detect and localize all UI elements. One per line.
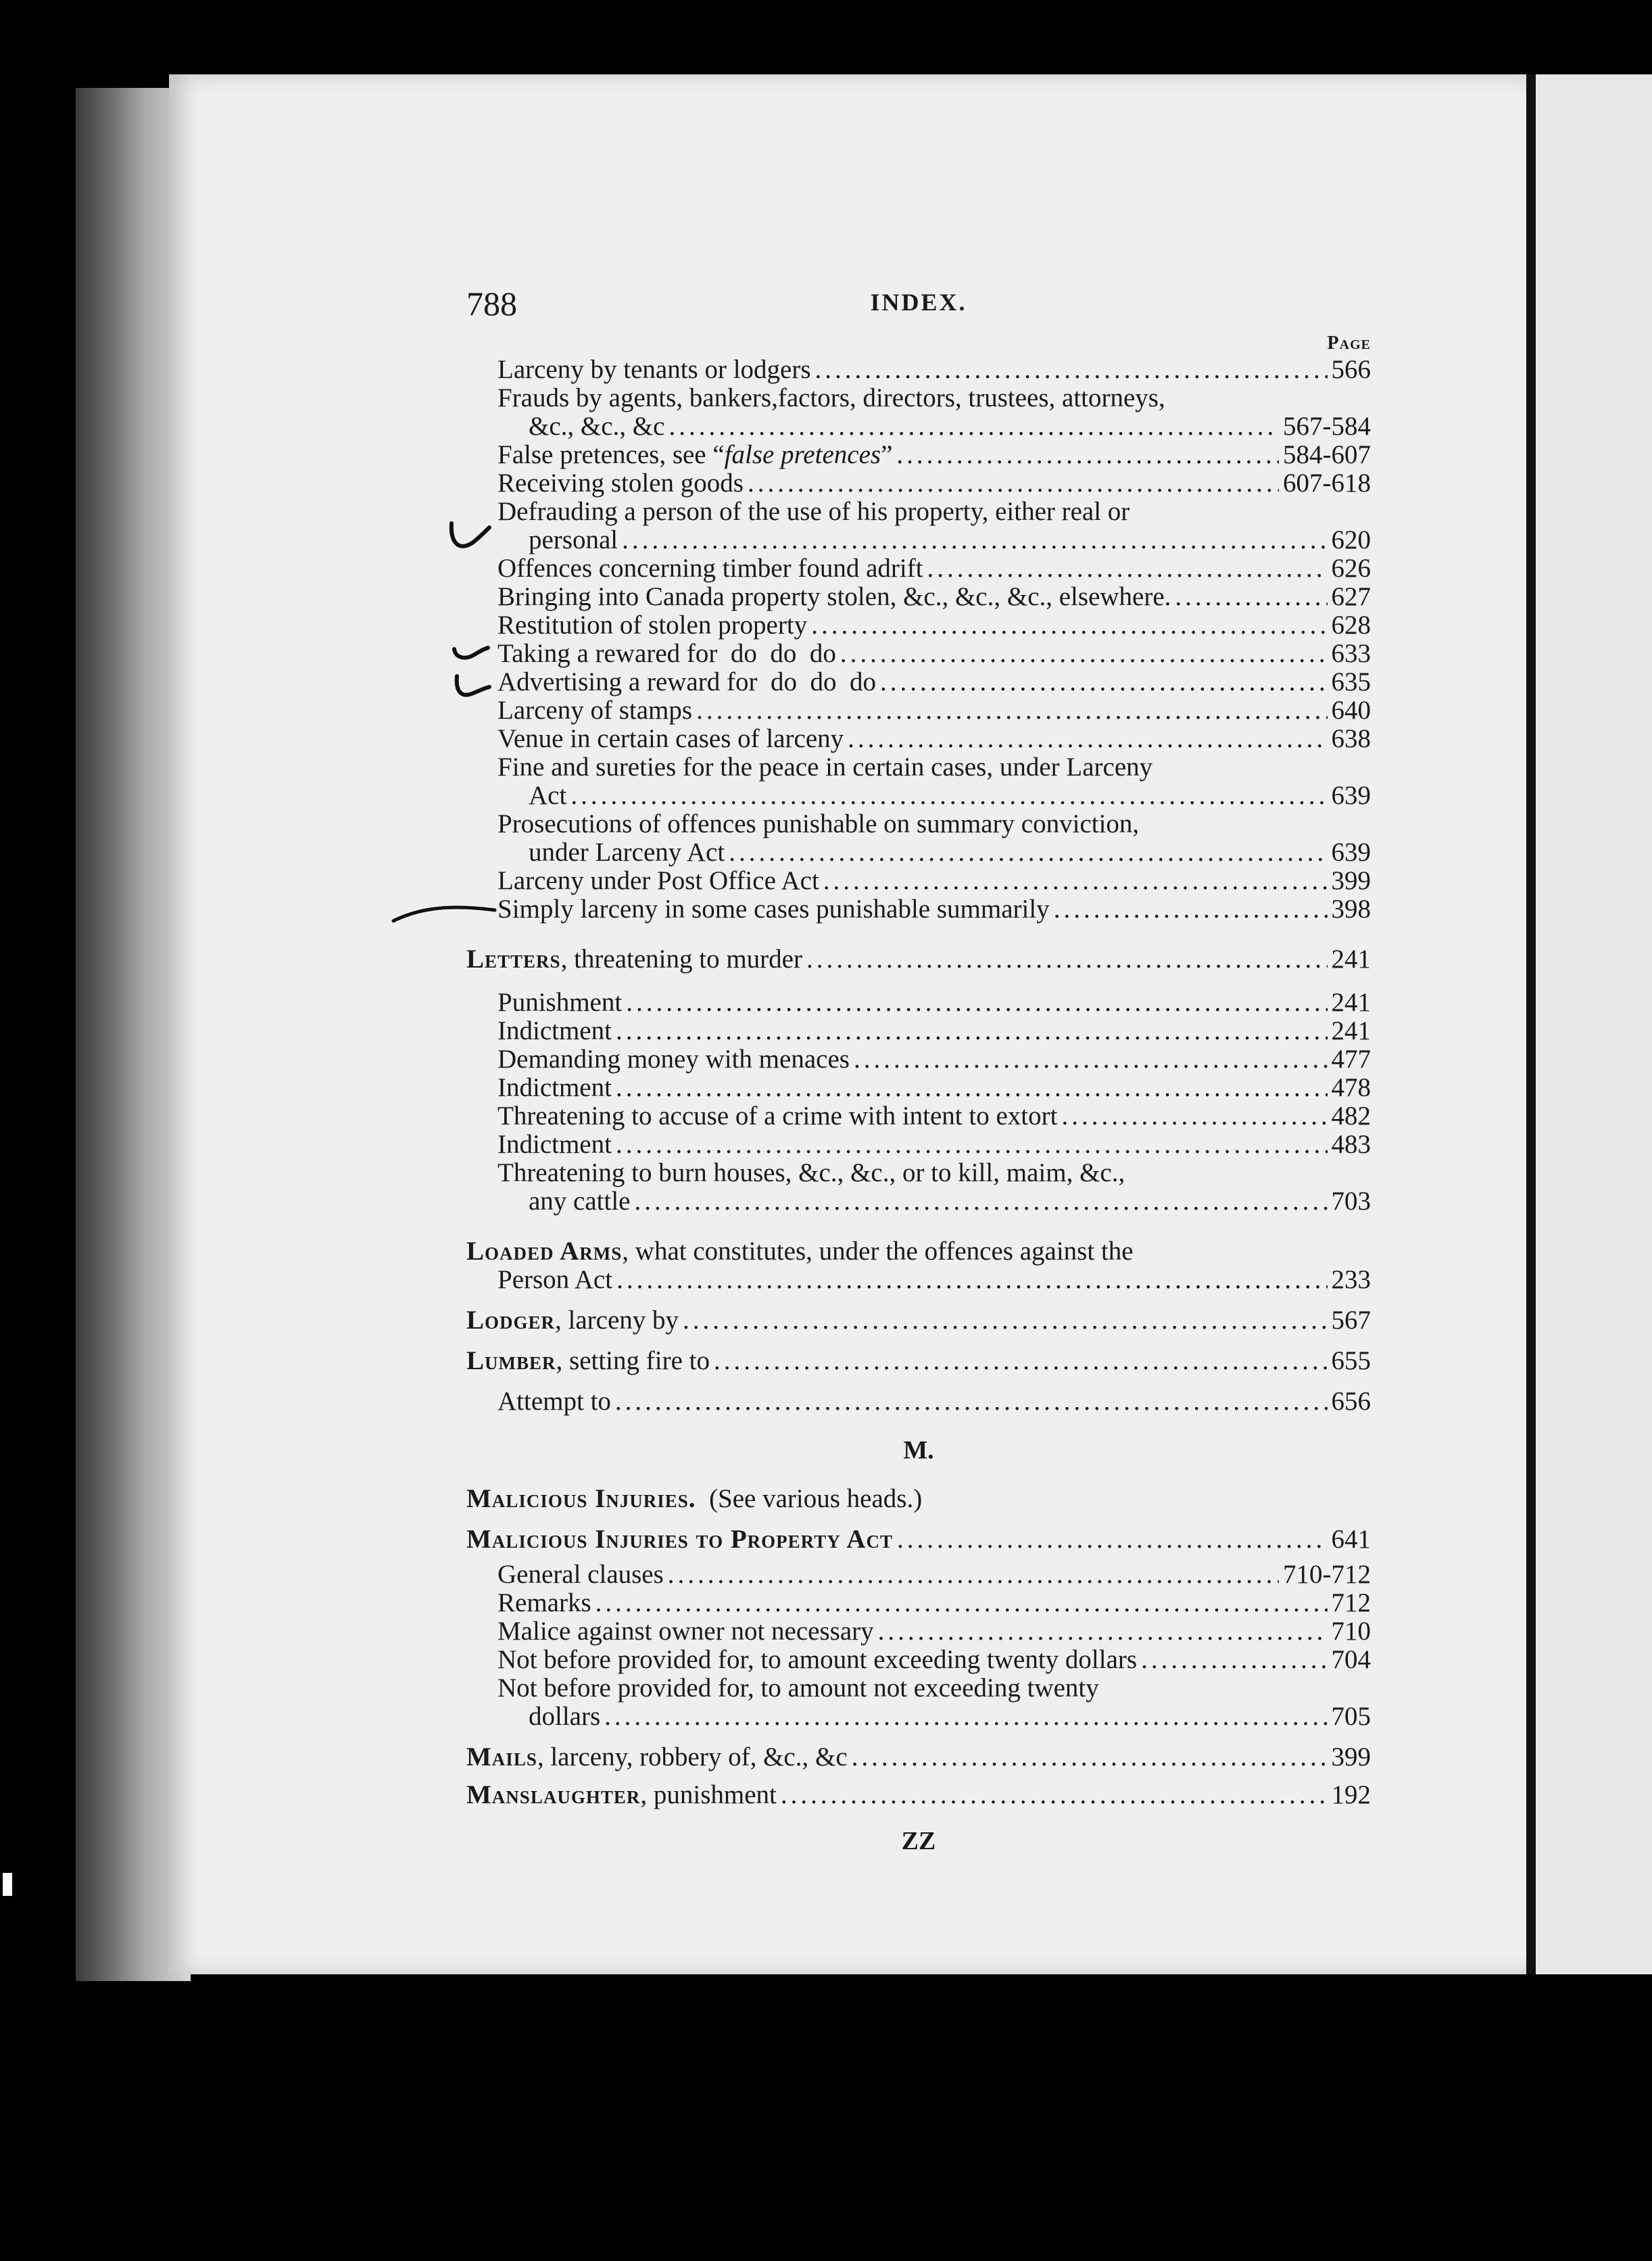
page-ref: 233	[1331, 1265, 1371, 1294]
page-ref: 482	[1331, 1101, 1371, 1130]
leader-dots	[616, 1130, 1328, 1159]
page-ref: 710	[1331, 1617, 1371, 1646]
leader-dots	[840, 640, 1328, 668]
letters-heading-text: , threatening to murder	[560, 945, 802, 974]
manslaughter-text: , punishment	[640, 1780, 777, 1809]
entry-text: General clauses	[497, 1560, 664, 1589]
index-entry	[466, 1703, 1371, 1731]
manslaughter-heading: Manslaughter	[466, 1780, 641, 1809]
page-ref: 398	[1331, 895, 1371, 924]
leader-dots	[626, 989, 1327, 1017]
page-ref: 640	[1331, 696, 1371, 725]
entry-text: Remarks	[497, 1588, 591, 1617]
entry-text: personal	[529, 525, 618, 554]
malicious-property-entries	[466, 1561, 1371, 1731]
entry-text: Indictment	[497, 1016, 612, 1045]
page-column-heading: Page	[1327, 333, 1371, 354]
page-ref: 584-607	[1283, 440, 1371, 469]
index-entry	[466, 526, 1371, 554]
manslaughter-entry	[466, 1781, 1371, 1809]
index-entry	[466, 668, 1371, 696]
page-ref: 635	[1331, 667, 1371, 696]
page-ref: 710-712	[1283, 1560, 1371, 1589]
index-entry	[466, 498, 1371, 526]
page-ref: 477	[1331, 1045, 1371, 1074]
lodger-entry	[466, 1306, 1371, 1335]
entry-text: Indictment	[497, 1130, 612, 1159]
entry-text: Prosecutions of offences punishable on summary conviction,	[497, 809, 1140, 838]
page-ref: 241	[1331, 1016, 1371, 1045]
entry-text: Receiving stolen goods	[497, 469, 744, 498]
index-entry	[466, 554, 1371, 583]
leader-dots	[880, 668, 1328, 696]
leader-dots	[616, 1074, 1328, 1102]
leader-dots	[1175, 583, 1327, 611]
page-number: 788	[466, 285, 517, 323]
entry-text: Fine and sureties for the peace in certain cases, under Larceny	[497, 753, 1153, 782]
index-entry	[466, 441, 1371, 469]
index-entry	[466, 1617, 1371, 1646]
malicious-property-entry	[466, 1525, 1371, 1554]
entry-text: Act	[529, 781, 567, 810]
section-letter: M.	[903, 1436, 934, 1465]
leader-dots	[616, 1017, 1328, 1045]
loaded-arms-heading: Loaded Arms	[466, 1237, 623, 1266]
malicious-injuries-text: (See various heads.)	[696, 1484, 923, 1513]
leader-dots	[1061, 1102, 1327, 1130]
entry-text: Defrauding a person of the use of his property, either real or	[497, 497, 1130, 526]
page-ref: 241	[1331, 988, 1371, 1017]
entry-text	[497, 441, 892, 469]
page-ref: 241	[1331, 945, 1371, 974]
index-entry	[466, 1187, 1371, 1216]
leader-dots	[815, 356, 1328, 384]
loaded-arms-entry-line1	[466, 1237, 1371, 1266]
lumber-heading: Lumber	[466, 1346, 556, 1375]
page-ref: 626	[1331, 554, 1371, 583]
page-ref: 399	[1331, 866, 1371, 895]
leader-dots	[622, 526, 1327, 554]
leader-dots	[748, 469, 1279, 498]
leader-dots	[668, 1561, 1279, 1589]
mails-text: , larceny, robbery of, &c., &c	[537, 1742, 848, 1771]
malicious-property-heading: Malicious Injuries to Property Act	[466, 1525, 893, 1554]
leader-dots	[896, 441, 1279, 469]
leader-dots	[669, 412, 1279, 441]
index-entry	[466, 384, 1371, 412]
entry-text: Demanding money with menaces	[497, 1045, 850, 1074]
index-entry	[466, 640, 1371, 668]
entry-text-part: ”	[881, 440, 893, 469]
index-entry	[466, 412, 1371, 441]
malicious-injuries-entry	[466, 1485, 1371, 1513]
page-ref: 656	[1331, 1387, 1371, 1416]
entry-text: Offences concerning timber found adrift	[497, 554, 923, 583]
leader-dots	[596, 1589, 1328, 1617]
page-title: INDEX.	[870, 289, 967, 316]
lumber-entry	[466, 1347, 1371, 1375]
entry-text-part: False pretences, see “	[497, 440, 725, 469]
page-ref: 638	[1331, 724, 1371, 753]
entry-text: Person Act	[497, 1265, 613, 1294]
page-ref: 478	[1331, 1073, 1371, 1102]
entry-text: Larceny under Post Office Act	[497, 866, 819, 895]
page-ref: 641	[1331, 1525, 1371, 1554]
index-entry	[466, 1045, 1371, 1074]
leader-dots	[823, 867, 1328, 895]
page-ref: 705	[1331, 1702, 1371, 1731]
index-entry	[466, 1589, 1371, 1617]
entry-text: Attempt to	[497, 1387, 611, 1416]
page-ref: 567-584	[1283, 412, 1371, 441]
leader-dots	[570, 782, 1327, 810]
loaded-arms-entry-line2	[466, 1266, 1371, 1294]
page-ref: 639	[1331, 838, 1371, 867]
page-ref: 704	[1331, 1645, 1371, 1674]
leader-dots	[848, 725, 1327, 753]
page-ref: 483	[1331, 1130, 1371, 1159]
index-entry	[466, 867, 1371, 895]
entry-text: Simply larceny in some cases punishable summarily	[497, 895, 1050, 924]
index-entry	[466, 1159, 1371, 1187]
entry-text: Not before provided for, to amount exceeding twenty dollars	[497, 1645, 1138, 1674]
loaded-arms-text: , what constitutes, under the offences against the	[622, 1237, 1134, 1266]
mails-entry	[466, 1743, 1371, 1771]
mails-heading: Mails	[466, 1742, 537, 1771]
index-entry	[466, 1561, 1371, 1589]
entry-text: Threatening to accuse of a crime with intent to extort	[497, 1101, 1058, 1130]
index-entry	[466, 753, 1371, 782]
index-entry	[466, 725, 1371, 753]
entry-text: Frauds by agents, bankers,factors, directors, trustees, attorneys,	[497, 383, 1165, 412]
facing-page	[1536, 74, 1652, 1974]
entry-text: under Larceny Act	[529, 838, 725, 867]
larceny-entries	[466, 356, 1371, 924]
signature-mark: ZZ	[901, 1827, 936, 1855]
lumber-text: , setting fire to	[556, 1346, 710, 1375]
page-ref: 399	[1331, 1742, 1371, 1771]
index-entry	[466, 1074, 1371, 1102]
page-ref: 607-618	[1283, 469, 1371, 498]
letters-entries	[466, 989, 1371, 1216]
index-entry	[466, 838, 1371, 867]
page-ref: 628	[1331, 611, 1371, 640]
lodger-text: , larceny by	[555, 1306, 679, 1335]
entry-text: any cattle	[529, 1187, 631, 1216]
page-ref: 192	[1331, 1780, 1371, 1809]
page-ref: 633	[1331, 639, 1371, 668]
page-ref: 639	[1331, 781, 1371, 810]
page-header	[466, 284, 1371, 331]
entry-text: Indictment	[497, 1073, 612, 1102]
page-ref: 627	[1331, 582, 1371, 611]
entry-text-italic: false pretences	[724, 440, 881, 469]
index-entry	[466, 1017, 1371, 1045]
entry-text: Restitution of stolen property	[497, 611, 808, 640]
leader-dots	[811, 611, 1327, 640]
leader-dots	[604, 1703, 1327, 1731]
leader-dots	[854, 1045, 1328, 1074]
index-entry	[466, 810, 1371, 838]
index-entry	[466, 1674, 1371, 1703]
entry-text: Larceny by tenants or lodgers	[497, 355, 811, 384]
scan-artifact	[3, 1873, 12, 1896]
page-ref: 566	[1331, 355, 1371, 384]
index-content	[466, 284, 1371, 1855]
index-entry	[466, 782, 1371, 810]
page-ref: 703	[1331, 1187, 1371, 1216]
index-entry	[466, 895, 1371, 924]
leader-dots	[635, 1187, 1328, 1216]
index-entry	[466, 1646, 1371, 1674]
entry-text: dollars	[529, 1702, 601, 1731]
entry-text: Threatening to burn houses, &c., &c., or to kill, maim, &c.,	[497, 1158, 1125, 1187]
leader-dots	[1054, 895, 1328, 924]
page-ref: 712	[1331, 1588, 1371, 1617]
leader-dots	[1141, 1646, 1327, 1674]
lodger-heading: Lodger	[466, 1306, 556, 1335]
index-entry	[466, 989, 1371, 1017]
entry-text: Bringing into Canada property stolen, &c., &c., &c., elsewhere.	[497, 582, 1171, 611]
entry-text: Punishment	[497, 988, 623, 1017]
index-entry	[466, 583, 1371, 611]
leader-dots	[696, 696, 1327, 725]
index-entry	[466, 1102, 1371, 1130]
entry-text: Advertising a reward for do do do	[497, 667, 876, 696]
index-entry	[466, 696, 1371, 725]
letters-heading: Letters	[466, 945, 561, 974]
entry-text: Malice against owner not necessary	[497, 1617, 874, 1646]
lumber-attempt-entry	[466, 1387, 1371, 1416]
leader-dots	[729, 838, 1327, 867]
entry-text: Larceny of stamps	[497, 696, 693, 725]
page-ref: 655	[1331, 1346, 1371, 1375]
page-ref: 567	[1331, 1306, 1371, 1335]
page-ref: 620	[1331, 525, 1371, 554]
entry-text: Taking a rewared for do do do	[497, 639, 836, 668]
book-gutter	[1526, 74, 1536, 1974]
leader-dots	[927, 554, 1328, 583]
letters-heading-entry	[466, 945, 1371, 974]
leader-dots	[878, 1617, 1328, 1646]
malicious-injuries-heading: Malicious Injuries.	[466, 1484, 696, 1513]
index-entry	[466, 611, 1371, 640]
index-entry	[466, 356, 1371, 384]
entry-text: &c., &c., &c	[529, 412, 665, 441]
entry-text: Venue in certain cases of larceny	[497, 724, 844, 753]
index-entry	[466, 469, 1371, 498]
index-entry	[466, 1130, 1371, 1159]
entry-text: Not before provided for, to amount not exceeding twenty	[497, 1673, 1099, 1703]
